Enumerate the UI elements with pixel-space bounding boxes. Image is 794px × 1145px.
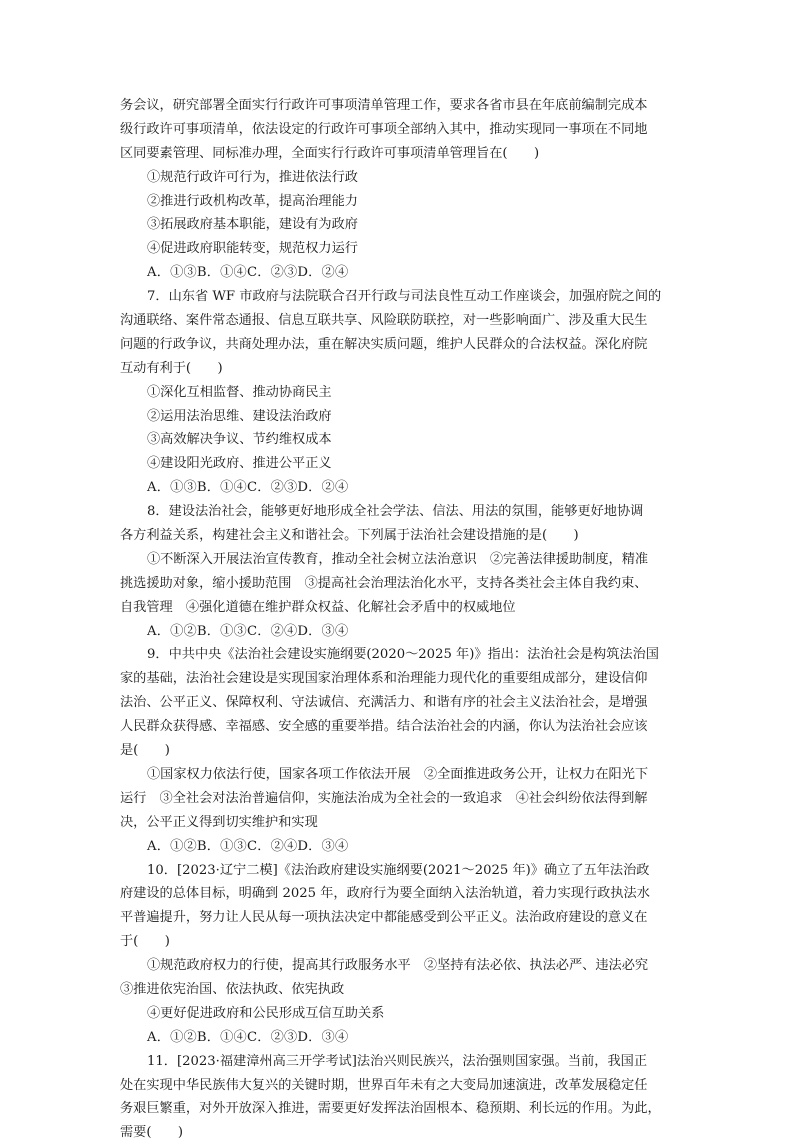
statement-item: ④建设阳光政府、推进公平正义 xyxy=(147,456,332,472)
question-stem-line: 处在实现中华民族伟大复兴的关键时期，世界百年未有之大变局加速演进，改革发展稳定任 xyxy=(120,1077,648,1093)
question-stem-line: 互动有利于( ) xyxy=(120,360,223,376)
question-stem-line: 级行政许可事项清单，依法设定的行政许可事项全部纳入其中，推动实现同一事项在不同地 xyxy=(120,121,648,137)
question-11 xyxy=(120,1050,680,1145)
answer-options: A．①②B．①③C．②④D．③④ xyxy=(147,838,349,854)
question-stem-line: 府建设的总体目标，明确到 2025 年，政府行为要全面纳入法治轨道，着力实现行政执法水 xyxy=(120,886,650,902)
question-6 xyxy=(120,94,680,285)
statement-line: ③推进依宪治国、依法执政、依宪执政 xyxy=(120,981,345,997)
statement-item: ②推进行政机构改革，提高治理能力 xyxy=(147,193,358,209)
answer-options: A．①②B．①④C．②③D．③④ xyxy=(147,1029,349,1045)
document-page xyxy=(120,94,680,1145)
question-stem-line: 区同要素管理、同标准办理，全面实行行政许可事项清单管理旨在( ) xyxy=(120,145,540,161)
statement-item: ④促进政府职能转变，规范权力运行 xyxy=(147,241,358,257)
question-stem-line: 7．山东省 WF 市政府与法院联合召开行政与司法良性互动工作座谈会，加强府院之间的 xyxy=(147,289,662,305)
statement-line: ①国家权力依法行使，国家各项工作依法开展 ②全面推进政务公开，让权力在阳光下 xyxy=(147,766,649,782)
statement-line: ①规范政府权力的行使，提高其行政服务水平 ②坚持有法必依、执法必严、违法必究 xyxy=(147,958,649,974)
answer-options: A．①②B．①③C．②④D．③④ xyxy=(147,623,349,639)
answer-options: A．①③B．①④C．②③D．②④ xyxy=(147,265,349,281)
question-stem-line: 家的基础，法治社会建设是实现国家治理体系和治理能力现代化的重要组成部分，建设信仰 xyxy=(120,671,648,687)
question-9 xyxy=(120,643,680,858)
question-stem-line: 于( ) xyxy=(120,934,170,950)
question-stem-line: 10．[2023·辽宁二模]《法治政府建设实施纲要(2021～2025 年)》确立了五年法治政 xyxy=(147,862,650,878)
statement-item: ③高效解决争议、节约维权成本 xyxy=(147,432,332,448)
question-stem-line: 8．建设法治社会，能够更好地形成全社会学法、信法、用法的氛围，能够更好地协调 xyxy=(147,504,644,520)
question-stem-line: 务会议，研究部署全面实行行政许可事项清单管理工作，要求各省市县在年底前编制完成本 xyxy=(120,98,648,113)
question-stem-line: 9．中共中央《法治社会建设实施纲要(2020～2025 年)》指出：法治社会是构筑法治国 xyxy=(147,647,659,663)
question-stem-line: 各方利益关系，构建社会主义和谐社会。下列属于法治社会建设措施的是( ) xyxy=(120,528,579,544)
question-stem-line: 法治、公平正义、保障权利、守法诚信、充满活力、和谐有序的社会主义法治社会，是增强 xyxy=(120,695,648,711)
statement-line: 运行 ③全社会对法治普遍信仰，实施法治成为全社会的一致追求 ④社会纠纷依法得到解 xyxy=(120,790,648,806)
question-8 xyxy=(120,500,680,643)
question-7 xyxy=(120,285,680,500)
statement-item: ①规范行政许可行为，推进依法行政 xyxy=(147,169,358,185)
statement-line: 自我管理 ④强化道德在维护群众权益、化解社会矛盾中的权威地位 xyxy=(120,599,516,615)
question-stem-line: 是( ) xyxy=(120,743,170,759)
statement-line: 决，公平正义得到切实维护和实现 xyxy=(120,814,318,830)
question-stem-line: 11．[2023·福建漳州高三开学考试]法治兴则民族兴，法治强则国家强。当前，我国正 xyxy=(147,1053,648,1069)
question-stem-line: 务艰巨繁重，对外开放深入推进，需要更好发挥法治固根本、稳预期、利长远的作用。为此， xyxy=(120,1101,661,1117)
statement-item: ④更好促进政府和公民形成互信互助关系 xyxy=(147,1005,385,1021)
statement-line: 挑选援助对象，缩小援助范围 ③提高社会治理法治化水平，支持各类社会主体自我约束、 xyxy=(120,575,648,591)
statement-item: ②运用法治思维、建设法治政府 xyxy=(147,408,332,424)
question-stem-line: 人民群众获得感、幸福感、安全感的重要举措。结合法治社会的内涵，你认为法治社会应该 xyxy=(120,719,648,735)
answer-options: A．①③B．①④C．②③D．②④ xyxy=(147,480,349,496)
statement-line: ①不断深入开展法治宣传教育，推动全社会树立法治意识 ②完善法律援助制度，精准 xyxy=(147,551,649,567)
question-10 xyxy=(120,859,680,1050)
statement-item: ③拓展政府基本职能，建设有为政府 xyxy=(147,217,358,233)
statement-item: ①深化互相监督、推动协商民主 xyxy=(147,384,332,400)
question-stem-line: 平普遍提升，努力让人民从每一项执法决定中都能感受到公平正义。法治政府建设的意义在 xyxy=(120,910,648,926)
question-stem-line: 需要( ) xyxy=(120,1125,184,1141)
question-stem-line: 沟通联络、案件常态通报、信息互联共享、风险联防联控，对一些影响面广、涉及重大民生 xyxy=(120,313,648,329)
question-stem-line: 问题的行政争议，共商处理办法，重在解决实质问题，维护人民群众的合法权益。深化府院 xyxy=(120,336,648,352)
